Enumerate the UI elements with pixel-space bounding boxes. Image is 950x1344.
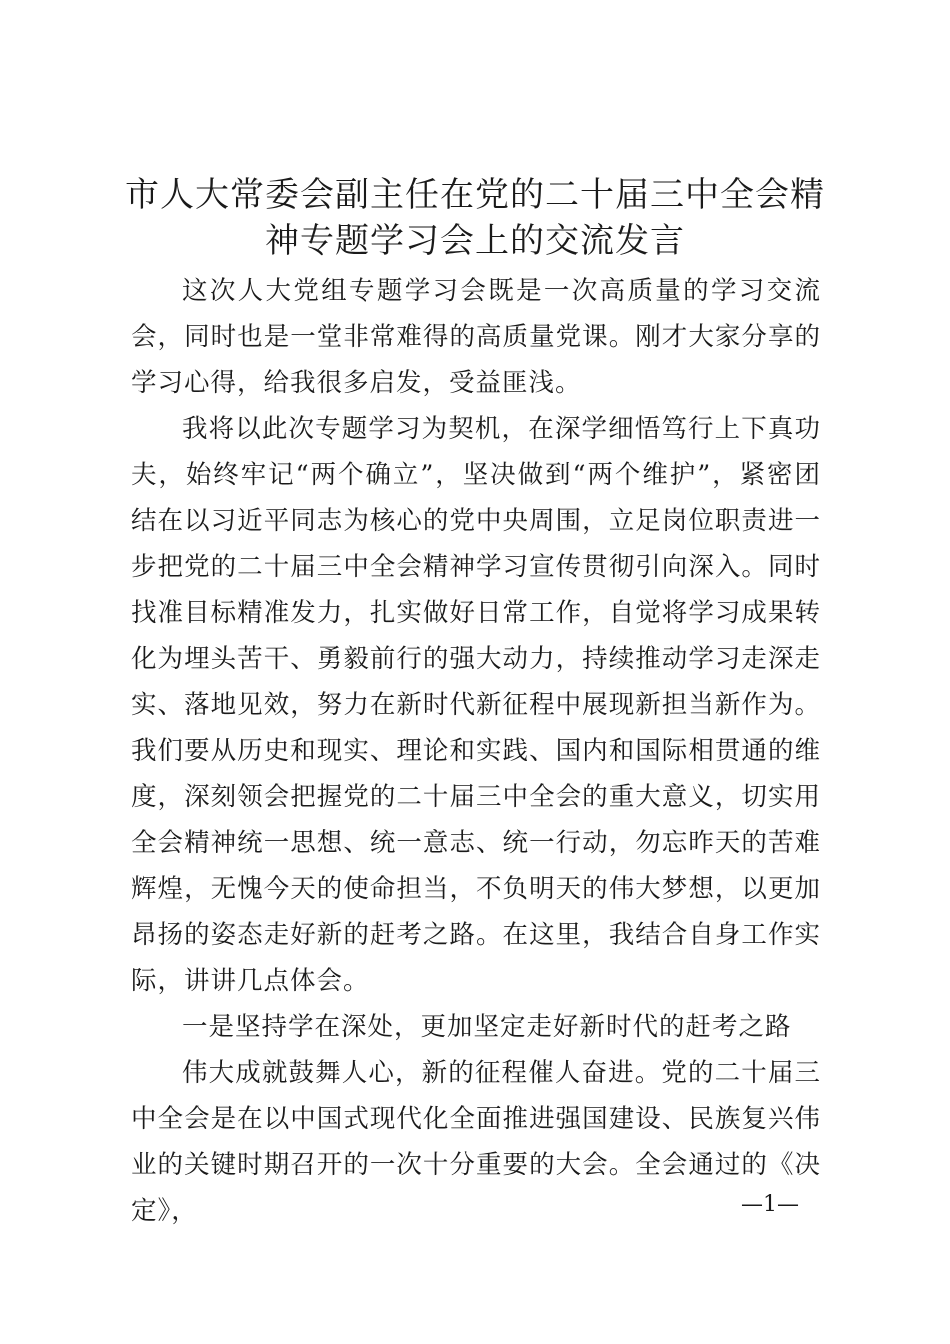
paragraph-section-1: 伟大成就鼓舞人心，新的征程催人奋进。党的二十届三中全会是在以中国式现代化全面推进强国建设、民族复兴伟业的关键时期召开的一次十分重要的大会。全会通过的《决定》， [131,1058,821,1226]
paragraph-commitment: 我将以此次专题学习为契机，在深学细悟笃行上下真功夫，始终牢记“两个确立”，坚决做到“两个维护”，紧密团结在以习近平同志为核心的党中央周围，立足岗位职责进一步把党的二十届三中全会精神学习宣传贯彻引向深入。同时找准目标精准发力，扎实做好日常工作，自觉将学习成果转化为埋头苦干、勇毅前行的强大动力，持续推动学习走深走实、落地见效，努力在新时代新征程中展现新担当新作为。我们要从历史和现实、理论和实践、国内和国际相贯通的维度，深刻领会把握党的二十届三中全会的重大意义，切实用全会精神统一思想、统一意志、统一行动，勿忘昨天的苦难辉煌，无愧今天的使命担当，不负明天的伟大梦想，以更加昂扬的姿态走好新的赶考之路。在这里，我结合自身工作实际，讲讲几点体会。 [131,414,821,996]
document-body [131,268,821,1234]
paragraph-intro: 这次人大党组专题学习会既是一次高质量的学习交流会，同时也是一堂非常难得的高质量党课。刚才大家分享的学习心得，给我很多启发，受益匪浅。 [131,276,821,398]
page-number: —1— [741,1192,799,1217]
section-heading-1: 一是坚持学在深处，更加坚定走好新时代的赶考之路 [182,1012,792,1042]
document-title: 市人大常委会副主任在党的二十届三中全会精神专题学习会上的交流发言 [125,175,825,261]
